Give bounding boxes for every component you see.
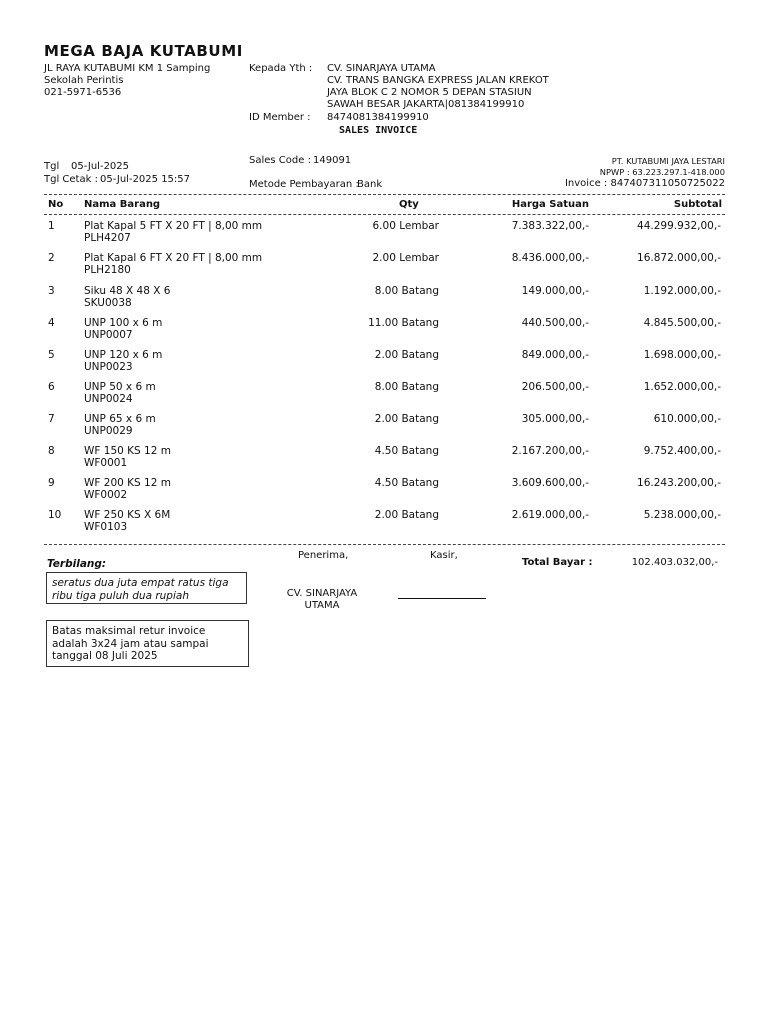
customer-address-line1: CV. TRANS BANGKA EXPRESS JALAN KREKOT [327,75,549,86]
company-name: MEGA BAJA KUTABUMI [44,42,243,60]
invoice-label: Invoice [564,178,601,189]
payment-method-label: Metode Pembayaran : [249,179,359,190]
pt-name: PT. KUTABUMI JAYA LESTARI [611,156,725,166]
col-header-name: Nama Barang [84,199,161,210]
payment-method-value: Bank [357,179,383,190]
tgl-cetak-value: 05-Jul-2025 15:57 [100,174,191,185]
invoice-number-line [565,178,725,190]
row-no: 5 [48,349,55,361]
row-item-name: WF 200 KS 12 m [84,477,171,489]
row-price: 305.000,00,- [521,413,589,425]
tgl-value: 05-Jul-2025 [71,161,130,172]
row-price: 7.383.322,00,- [511,220,589,232]
customer-name: CV. SINARJAYA UTAMA [327,63,436,74]
table-row [44,349,725,381]
row-qty: 2.00 Batang [374,349,439,361]
row-price: 149.000,00,- [521,285,589,297]
table-row [44,285,725,317]
kasir-label: Kasir, [430,550,458,561]
table-row [44,381,725,413]
row-no: 2 [48,252,55,264]
terbilang-label: Terbilang: [47,558,107,570]
row-item-code: WF0001 [84,457,128,469]
row-item-name: UNP 50 x 6 m [84,381,156,393]
row-subtotal: 610.000,00,- [653,413,721,425]
row-item-name: UNP 65 x 6 m [84,413,156,425]
col-header-qty: Qty [399,199,419,210]
row-no: 9 [48,477,55,489]
row-item-code: SKU0038 [84,297,132,309]
total-bayar-label: Total Bayar : [522,557,593,568]
row-subtotal: 16.872.000,00,- [637,252,721,264]
row-price: 2.619.000,00,- [511,509,589,521]
penerima-name: CV. SINARJAYA UTAMA [286,588,358,611]
return-policy-note: Batas maksimal retur invoice adalah 3x24 jam atau sampai tanggal 08 Juli 2025 [46,620,249,667]
row-qty: 6.00 Lembar [372,220,439,232]
total-bayar-value: 102.403.032,00,- [631,557,718,568]
company-address-line1: JL RAYA KUTABUMI KM 1 Samping [44,63,211,74]
table-top-divider [44,194,725,195]
sales-code-value: 149091 [313,155,352,166]
sales-code-label: Sales Code : [249,155,311,166]
row-item-name: Plat Kapal 6 FT X 20 FT | 8,00 mm [84,252,263,264]
row-subtotal: 16.243.200,00,- [637,477,721,489]
col-header-subtotal: Subtotal [673,199,722,210]
row-item-code: UNP0007 [84,329,133,341]
row-item-code: WF0103 [84,521,128,533]
row-price: 3.609.600,00,- [511,477,589,489]
table-row [44,445,725,477]
company-address-line2: Sekolah Perintis [44,75,124,86]
row-subtotal: 1.698.000,00,- [643,349,721,361]
row-qty: 2.00 Batang [374,413,439,425]
row-qty: 2.00 Lembar [372,252,439,264]
table-header-divider [44,214,725,215]
row-qty: 8.00 Batang [374,381,439,393]
tgl-label: Tgl [44,161,60,172]
row-subtotal: 44.299.932,00,- [637,220,721,232]
row-item-name: Plat Kapal 5 FT X 20 FT | 8,00 mm [84,220,263,232]
table-row [44,413,725,445]
row-price: 440.500,00,- [521,317,589,329]
row-item-name: UNP 120 x 6 m [84,349,163,361]
npwp: NPWP : 63.223.297.1-418.000 [599,167,725,177]
table-row [44,509,725,541]
row-no: 3 [48,285,55,297]
row-qty: 2.00 Batang [374,509,439,521]
tgl-cetak-label: Tgl Cetak : [44,174,98,185]
table-row [44,220,725,252]
row-no: 6 [48,381,55,393]
row-item-code: UNP0024 [84,393,133,405]
customer-address-line2: JAYA BLOK C 2 NOMOR 5 DEPAN STASIUN [327,87,532,98]
row-no: 8 [48,445,55,457]
row-item-name: Siku 48 X 48 X 6 [84,285,171,297]
row-no: 1 [48,220,55,232]
document-title: SALES INVOICE [339,125,418,136]
row-no: 4 [48,317,55,329]
row-subtotal: 5.238.000,00,- [643,509,721,521]
table-row [44,477,725,509]
row-price: 2.167.200,00,- [511,445,589,457]
kepada-label: Kepada Yth : [249,63,313,74]
row-no: 10 [48,509,62,521]
row-qty: 11.00 Batang [368,317,439,329]
col-header-no: No [48,199,64,210]
row-item-code: PLH4207 [84,232,131,244]
row-price: 8.436.000,00,- [511,252,589,264]
row-qty: 8.00 Batang [374,285,439,297]
id-member-value: 8474081384199910 [327,112,429,123]
row-item-code: UNP0029 [84,425,133,437]
row-subtotal: 9.752.400,00,- [643,445,721,457]
kasir-signature-line [398,598,486,599]
id-member-label: ID Member : [249,112,311,123]
company-phone: 021-5971-6536 [44,87,122,98]
row-price: 206.500,00,- [521,381,589,393]
row-subtotal: 4.845.500,00,- [643,317,721,329]
table-bottom-divider [44,544,725,545]
terbilang-box: seratus dua juta empat ratus tiga ribu tiga puluh dua rupiah [46,572,247,604]
row-item-name: WF 250 KS X 6M [84,509,171,521]
customer-address-line3: SAWAH BESAR JAKARTA|081384199910 [327,99,525,110]
row-item-name: UNP 100 x 6 m [84,317,163,329]
row-subtotal: 1.652.000,00,- [643,381,721,393]
col-header-price: Harga Satuan [511,199,589,210]
invoice-number: : 847407311050725022 [603,178,725,189]
row-item-code: PLH2180 [84,264,131,276]
row-subtotal: 1.192.000,00,- [643,285,721,297]
row-qty: 4.50 Batang [374,445,439,457]
row-price: 849.000,00,- [521,349,589,361]
row-item-code: UNP0023 [84,361,133,373]
penerima-label: Penerima, [298,550,349,561]
table-row [44,317,725,349]
row-qty: 4.50 Batang [374,477,439,489]
row-no: 7 [48,413,55,425]
row-item-code: WF0002 [84,489,128,501]
row-item-name: WF 150 KS 12 m [84,445,171,457]
table-row [44,252,725,284]
